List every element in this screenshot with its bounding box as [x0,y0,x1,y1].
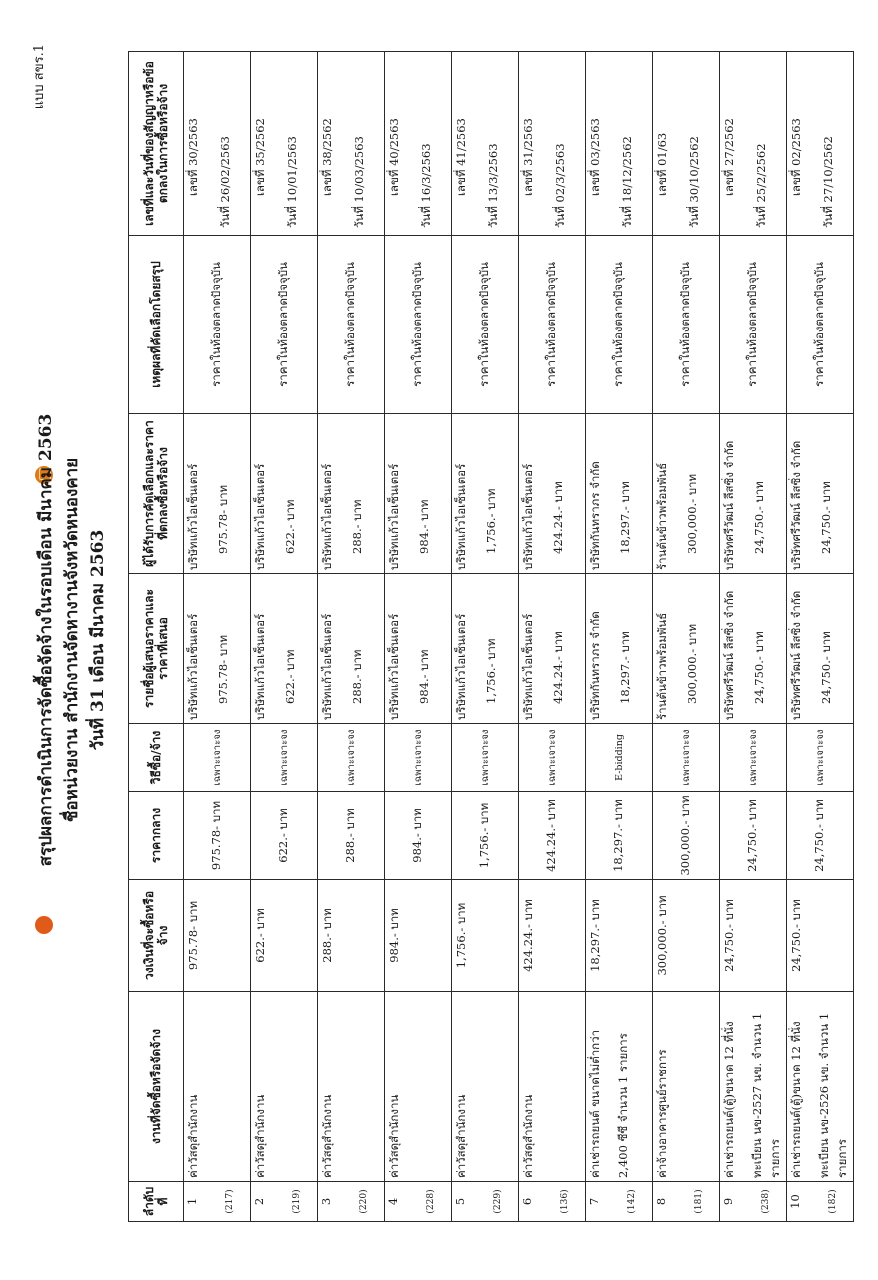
row-number: 8 [654,1197,668,1206]
row-number-cell [385,1182,452,1222]
contract-cell [452,52,519,236]
col-header-contract: เลขที่และวันที่ของสัญญาหรือข้อตกลงในการซื้อหรือจ้าง [129,52,184,236]
table-row [318,52,385,1222]
work-detail: ทะเบียน นข-2527 นข. จำนวน 1 รายการ [750,1012,782,1178]
row-number: 10 [788,1194,802,1209]
contract-cell [720,52,787,236]
contract-date: วันที่ 10/01/2563 [285,136,299,228]
reason-cell: ราคาในท้องตลาดปัจจุบัน [318,236,385,414]
budget-cell: 984.- บาท [385,880,452,992]
contract-date: วันที่ 25/2/2562 [754,143,768,228]
bidder-price: 984.- บาท [417,649,431,704]
budget-cell: 18,297.- บาท [586,880,653,992]
winner-name: บริษัทแก้วไอเซ็นเตอร์ [320,463,334,570]
col-header-reason: เหตุผลที่คัดเลือกโดยสรุป [129,236,184,414]
contract-cell [318,52,385,236]
work-item: ค่าเช่ารถยนต์(ตู้)ขนาด 12 ที่นั่ง [789,1021,803,1178]
work-cell [318,992,385,1182]
winner-price: 288.- บาท [350,499,364,554]
table-row [787,52,854,1222]
work-cell [720,992,787,1182]
row-number: 6 [520,1197,534,1206]
median-price-cell: 24,750.- บาท [720,792,787,880]
method-cell: เฉพาะเจาะจง [184,724,251,792]
table-row [720,52,787,1222]
winner-cell [653,414,720,574]
col-header-no: ลำดับที่ [129,1182,184,1222]
median-price-cell: 24,750.- บาท [787,792,854,880]
median-price-cell: 1,756.- บาท [452,792,519,880]
work-detail: ทะเบียน นข-2526 นข. จำนวน 1 รายการ [817,1012,849,1178]
winner-name: บริษัทแก้วไอเซ็นเตอร์ [387,463,401,570]
table-row [519,52,586,1222]
bidder-name: ร้านต้นข้าวพร้อมพันธ์ [655,612,669,720]
row-number-cell [318,1182,385,1222]
contract-cell [184,52,251,236]
row-ref-code: (217) [225,1189,235,1214]
contract-number: เลขที่ 27/2562 [722,118,736,196]
col-header-method: วิธีซื้อ/จ้าง [129,724,184,792]
contract-number: เลขที่ 02/2563 [789,118,803,196]
table-row [452,52,519,1222]
contract-cell [787,52,854,236]
work-cell [452,992,519,1182]
work-item: ค่าจ้างอาคารศูนย์ราชการ [655,1049,669,1178]
contract-number: เลขที่ 38/2562 [320,118,334,196]
bidder-price: 24,750.- บาท [752,631,766,704]
bidder-name: บริษัทศรีวัฒน์ ลีสซิ่ง จำกัด [789,590,803,720]
contract-cell [251,52,318,236]
row-number-cell [586,1182,653,1222]
bidder-cell [184,574,251,724]
winner-price: 424.24.- บาท [551,481,565,554]
work-item: ค่าเช่ารถยนต์(ตู้)ขนาด 12 ที่นั่ง [722,1021,736,1178]
work-cell [586,992,653,1182]
winner-cell [452,414,519,574]
contract-date: วันที่ 13/3/2563 [486,143,500,228]
bidder-price: 300,000.- บาท [685,623,699,704]
work-cell [251,992,318,1182]
bidder-cell [787,574,854,724]
work-cell [519,992,586,1182]
row-number: 7 [587,1197,601,1206]
reason-cell: ราคาในท้องตลาดปัจจุบัน [452,236,519,414]
median-price-cell: 288.- บาท [318,792,385,880]
contract-date: วันที่ 18/12/2562 [620,136,634,228]
budget-cell: 975.78- บาท [184,880,251,992]
bidder-cell [519,574,586,724]
median-price-cell: 984.- บาท [385,792,452,880]
contract-date: วันที่ 02/3/2563 [553,143,567,228]
col-header-median: ราคากลาง [129,792,184,880]
form-code: แบบ สขร.1 [32,44,47,110]
bidder-cell [318,574,385,724]
bidder-name: บริษัทแก้วไอเซ็นเตอร์ [253,613,267,720]
row-number: 3 [319,1197,333,1206]
winner-cell [720,414,787,574]
row-number-cell [452,1182,519,1222]
row-number-cell [720,1182,787,1222]
reason-cell: ราคาในท้องตลาดปัจจุบัน [251,236,318,414]
method-cell: เฉพาะเจาะจง [251,724,318,792]
work-cell [787,992,854,1182]
bidder-name: บริษัทแก้วไอเซ็นเตอร์ [454,613,468,720]
method-cell: เฉพาะเจาะจง [385,724,452,792]
winner-name: บริษัทแก้วไอเซ็นเตอร์ [186,463,200,570]
row-ref-code: (220) [359,1189,369,1214]
reason-cell: ราคาในท้องตลาดปัจจุบัน [586,236,653,414]
contract-number: เลขที่ 40/2563 [387,118,401,196]
bidder-name: บริษัทกันทราภร จำกัด [588,611,602,720]
winner-price: 984.- บาท [417,499,431,554]
work-cell [653,992,720,1182]
contract-number: เลขที่ 35/2562 [253,118,267,196]
median-price-cell: 18,297.- บาท [586,792,653,880]
budget-cell: 288.- บาท [318,880,385,992]
col-header-budget: วงเงินที่จะซื้อหรือจ้าง [129,880,184,992]
contract-number: เลขที่ 01/63 [655,132,669,196]
row-ref-code: (182) [828,1189,838,1214]
method-cell: เฉพาะเจาะจง [318,724,385,792]
method-cell: E-bidding [586,724,653,792]
row-number-cell [787,1182,854,1222]
bidder-cell [251,574,318,724]
winner-name: ร้านต้นข้าวพร้อมพันธ์ [655,462,669,570]
bidder-cell [452,574,519,724]
contract-number: เลขที่ 03/2563 [588,118,602,196]
method-cell: เฉพาะเจาะจง [653,724,720,792]
row-ref-code: (219) [292,1189,302,1214]
winner-price: 300,000.- บาท [685,473,699,554]
document-date: วันที่ 31 เดือน มีนาคม 2563 [88,529,108,751]
table-row [586,52,653,1222]
contract-date: วันที่ 30/10/2562 [687,136,701,228]
bidder-price: 975.78- บาท [216,634,230,704]
bidder-price: 1,756.- บาท [484,638,498,704]
table-row [184,52,251,1222]
bidder-price: 622.- บาท [283,649,297,704]
bidder-name: บริษัทศรีวัฒน์ ลีสซิ่ง จำกัด [722,590,736,720]
budget-cell: 300,000.- บาท [653,880,720,992]
bidder-price: 24,750.- บาท [819,631,833,704]
winner-cell [251,414,318,574]
winner-name: บริษัทกันทราภร จำกัด [588,461,602,570]
col-header-bidders: รายชื่อผู้เสนอราคาและราคาที่เสนอ [129,574,184,724]
bidder-name: บริษัทแก้วไอเซ็นเตอร์ [387,613,401,720]
bidder-cell [586,574,653,724]
work-item: ค่าวัสดุสำนักงาน [521,1094,535,1178]
winner-price: 24,750.- บาท [819,481,833,554]
row-number: 4 [386,1197,400,1206]
winner-cell [519,414,586,574]
table-header-row [129,52,184,1222]
contract-date: วันที่ 10/03/2563 [352,136,366,228]
procurement-table [128,51,854,1222]
work-item: ค่าเช่ารถยนต์ ขนาดไม่ต่ำกว่า [588,1029,602,1178]
contract-date: วันที่ 26/02/2563 [218,136,232,228]
budget-cell: 424.24.- บาท [519,880,586,992]
reason-cell: ราคาในท้องตลาดปัจจุบัน [184,236,251,414]
col-header-winner: ผู้ได้รับการคัดเลือกและราคาที่ตกลงซื้อหรือจ้าง [129,414,184,574]
contract-cell [385,52,452,236]
work-detail: 2,400 ซีซี จำนวน 1 รายการ [616,1033,630,1178]
row-ref-code: (142) [627,1189,637,1214]
winner-price: 975.78- บาท [216,484,230,554]
method-cell: เฉพาะเจาะจง [787,724,854,792]
winner-cell [385,414,452,574]
method-cell: เฉพาะเจาะจง [452,724,519,792]
winner-price: 24,750.- บาท [752,481,766,554]
contract-cell [586,52,653,236]
reason-cell: ราคาในท้องตลาดปัจจุบัน [787,236,854,414]
winner-cell [184,414,251,574]
bidder-name: บริษัทแก้วไอเซ็นเตอร์ [320,613,334,720]
winner-price: 18,297.- บาท [618,481,632,554]
method-cell: เฉพาะเจาะจง [519,724,586,792]
winner-name: บริษัทศรีวัฒน์ ลีสซิ่ง จำกัด [722,440,736,570]
budget-cell: 622.- บาท [251,880,318,992]
work-cell [184,992,251,1182]
row-ref-code: (228) [426,1189,436,1214]
work-cell [385,992,452,1182]
agency-name: ชื่อหน่วยงาน สำนักงานจัดหางานจังหวัดหนองคาย [62,457,82,823]
work-item: ค่าวัสดุสำนักงาน [186,1094,200,1178]
contract-number: เลขที่ 30/2563 [186,118,200,196]
row-number: 1 [185,1197,199,1206]
median-price-cell: 975.78- บาท [184,792,251,880]
row-number-cell [184,1182,251,1222]
work-item: ค่าวัสดุสำนักงาน [320,1094,334,1178]
contract-date: วันที่ 16/3/2563 [419,143,433,228]
bidder-name: บริษัทแก้วไอเซ็นเตอร์ [521,613,535,720]
row-number-cell [653,1182,720,1222]
budget-cell: 1,756.- บาท [452,880,519,992]
contract-number: เลขที่ 41/2563 [454,118,468,196]
table-row [385,52,452,1222]
median-price-cell: 424.24.- บาท [519,792,586,880]
bidder-cell [385,574,452,724]
table-row [653,52,720,1222]
winner-name: บริษัทศรีวัฒน์ ลีสซิ่ง จำกัด [789,440,803,570]
work-item: ค่าวัสดุสำนักงาน [253,1094,267,1178]
contract-date: วันที่ 27/10/2562 [821,136,835,228]
median-price-cell: 622.- บาท [251,792,318,880]
winner-cell [586,414,653,574]
bidder-cell [653,574,720,724]
reason-cell: ราคาในท้องตลาดปัจจุบัน [653,236,720,414]
contract-cell [519,52,586,236]
budget-cell: 24,750.- บาท [720,880,787,992]
work-item: ค่าวัสดุสำนักงาน [454,1094,468,1178]
row-ref-code: (181) [694,1189,704,1214]
winner-name: บริษัทแก้วไอเซ็นเตอร์ [253,463,267,570]
row-number-cell [251,1182,318,1222]
bidder-name: บริษัทแก้วไอเซ็นเตอร์ [186,613,200,720]
row-number: 9 [721,1197,735,1206]
contract-number: เลขที่ 31/2563 [521,118,535,196]
winner-name: บริษัทแก้วไอเซ็นเตอร์ [521,463,535,570]
winner-cell [787,414,854,574]
bidder-price: 424.24.- บาท [551,631,565,704]
reason-cell: ราคาในท้องตลาดปัจจุบัน [720,236,787,414]
reason-cell: ราคาในท้องตลาดปัจจุบัน [385,236,452,414]
bidder-cell [720,574,787,724]
row-ref-code: (238) [761,1189,771,1214]
row-number-cell [519,1182,586,1222]
row-number: 5 [453,1197,467,1206]
col-header-work: งานที่จัดซื้อหรือจัดจ้าง [129,992,184,1182]
row-ref-code: (229) [493,1189,503,1214]
reason-cell: ราคาในท้องตลาดปัจจุบัน [519,236,586,414]
table-row [251,52,318,1222]
winner-cell [318,414,385,574]
row-number: 2 [252,1197,266,1206]
contract-cell [653,52,720,236]
document-title: สรุปผลการดำเนินการจัดซื้อจัดจ้างในรอบเดือน มีนาคม 2563 [36,413,56,867]
bidder-price: 18,297.- บาท [618,631,632,704]
bidder-price: 288.- บาท [350,649,364,704]
winner-name: บริษัทแก้วไอเซ็นเตอร์ [454,463,468,570]
median-price-cell: 300,000.- บาท [653,792,720,880]
winner-price: 1,756.- บาท [484,488,498,554]
winner-price: 622.- บาท [283,499,297,554]
budget-cell: 24,750.- บาท [787,880,854,992]
row-ref-code: (136) [560,1189,570,1214]
work-item: ค่าวัสดุสำนักงาน [387,1094,401,1178]
method-cell: เฉพาะเจาะจง [720,724,787,792]
